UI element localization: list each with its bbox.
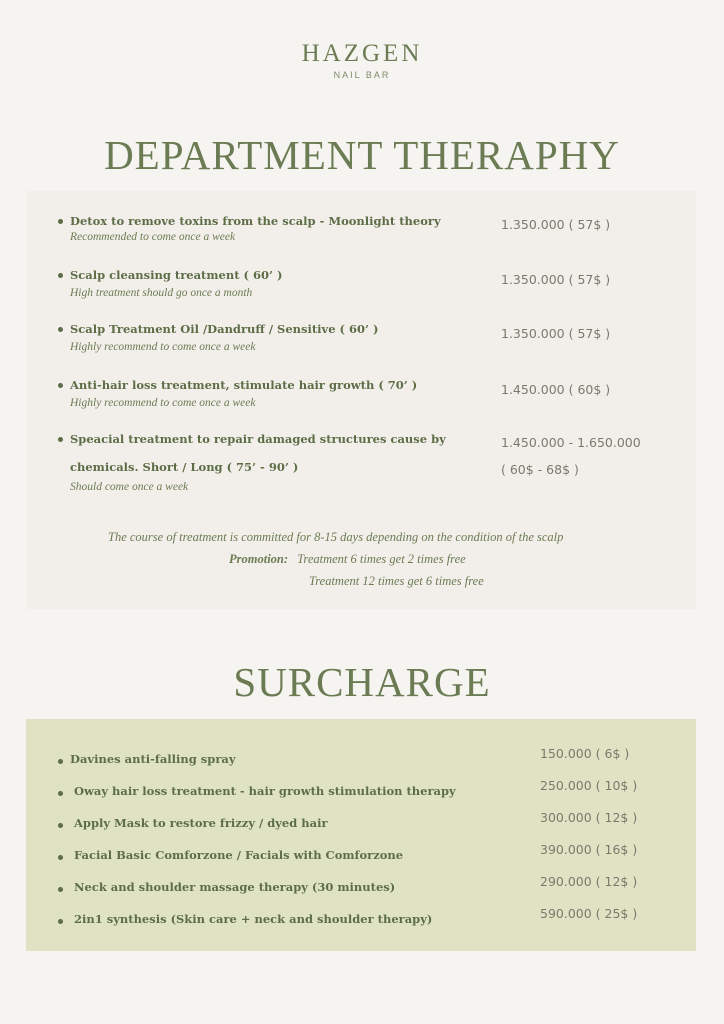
- course-note: The course of treatment is committed for 8-15 days depending on the condition of the scalp: [108, 530, 564, 544]
- brand-subtitle: NAIL BAR: [333, 70, 391, 80]
- therapy-item-note: Highly recommend to come once a week: [70, 397, 256, 409]
- surcharge-title: SURCHARGE: [233, 659, 491, 705]
- brand-name: HAZGEN: [301, 40, 423, 67]
- bullet-icon: [58, 759, 63, 764]
- therapy-item-note: Should come once a week: [70, 481, 189, 493]
- bullet-icon: [58, 383, 63, 388]
- therapy-item-name: Detox to remove toxins from the scalp - Moonlight theory: [70, 214, 441, 228]
- bullet-icon: [58, 219, 63, 224]
- surcharge-item-price: 250.000 ( 10$ ): [540, 778, 638, 793]
- therapy-item-price-line1: 1.450.000 - 1.650.000: [501, 435, 641, 450]
- therapy-item-name: Scalp Treatment Oil /Dandruff / Sensitive ( 60’ ): [70, 322, 379, 336]
- surcharge-item-name: Neck and shoulder massage therapy (30 minutes): [74, 880, 396, 894]
- promotion-offer-1: Treatment 6 times get 2 times free: [297, 552, 466, 566]
- therapy-item-note: Recommended to come once a week: [70, 231, 236, 243]
- bullet-icon: [58, 327, 63, 332]
- surcharge-item-price: 590.000 ( 25$ ): [540, 906, 638, 921]
- bullet-icon: [58, 823, 63, 828]
- promotion-row: [229, 552, 466, 567]
- therapy-item-name: Scalp cleansing treatment ( 60’ ): [70, 268, 283, 282]
- therapy-item-name-line1: Speacial treatment to repair damaged structures cause by: [70, 432, 446, 446]
- therapy-item-name-line2: chemicals. Short / Long ( 75’ - 90’ ): [70, 460, 299, 474]
- therapy-item-price-line2: ( 60$ - 68$ ): [501, 462, 579, 477]
- surcharge-panel: [26, 719, 696, 951]
- bullet-icon: [58, 273, 63, 278]
- surcharge-item-price: 150.000 ( 6$ ): [540, 746, 630, 761]
- therapy-item-name: Anti-hair loss treatment, stimulate hair growth ( 70’ ): [70, 378, 418, 392]
- surcharge-item-name: 2in1 synthesis (Skin care + neck and shoulder therapy): [74, 912, 433, 926]
- therapy-item-price: 1.350.000 ( 57$ ): [501, 217, 611, 232]
- promotion-label: Promotion:: [229, 552, 289, 566]
- surcharge-item-name: Oway hair loss treatment - hair growth stimulation therapy: [74, 784, 456, 798]
- surcharge-item: [26, 842, 696, 868]
- promotion-offer-2: Treatment 12 times get 6 times free: [309, 574, 484, 588]
- bullet-icon: [58, 437, 63, 442]
- therapy-item-price: 1.350.000 ( 57$ ): [501, 326, 611, 341]
- therapy-item-note: High treatment should go once a month: [70, 287, 253, 299]
- surcharge-item: [26, 874, 696, 900]
- surcharge-item-price: 290.000 ( 12$ ): [540, 874, 638, 889]
- therapy-panel: [26, 191, 696, 609]
- therapy-title: DEPARTMENT THERAPHY: [104, 132, 620, 178]
- surcharge-item-price: 300.000 ( 12$ ): [540, 810, 638, 825]
- surcharge-item-name: Davines anti-falling spray: [70, 752, 236, 766]
- bullet-icon: [58, 791, 63, 796]
- surcharge-item: [26, 746, 696, 772]
- therapy-item-note: Highly recommend to come once a week: [70, 341, 256, 353]
- surcharge-item: [26, 810, 696, 836]
- bullet-icon: [58, 855, 63, 860]
- surcharge-item: [26, 778, 696, 804]
- therapy-item-price: 1.450.000 ( 60$ ): [501, 382, 611, 397]
- surcharge-item-name: Apply Mask to restore frizzy / dyed hair: [74, 816, 328, 830]
- surcharge-item-price: 390.000 ( 16$ ): [540, 842, 638, 857]
- bullet-icon: [58, 919, 63, 924]
- surcharge-item: [26, 906, 696, 932]
- surcharge-item-name: Facial Basic Comforzone / Facials with Comforzone: [74, 848, 404, 862]
- bullet-icon: [58, 887, 63, 892]
- therapy-item-price: 1.350.000 ( 57$ ): [501, 272, 611, 287]
- brand-header: [0, 40, 724, 80]
